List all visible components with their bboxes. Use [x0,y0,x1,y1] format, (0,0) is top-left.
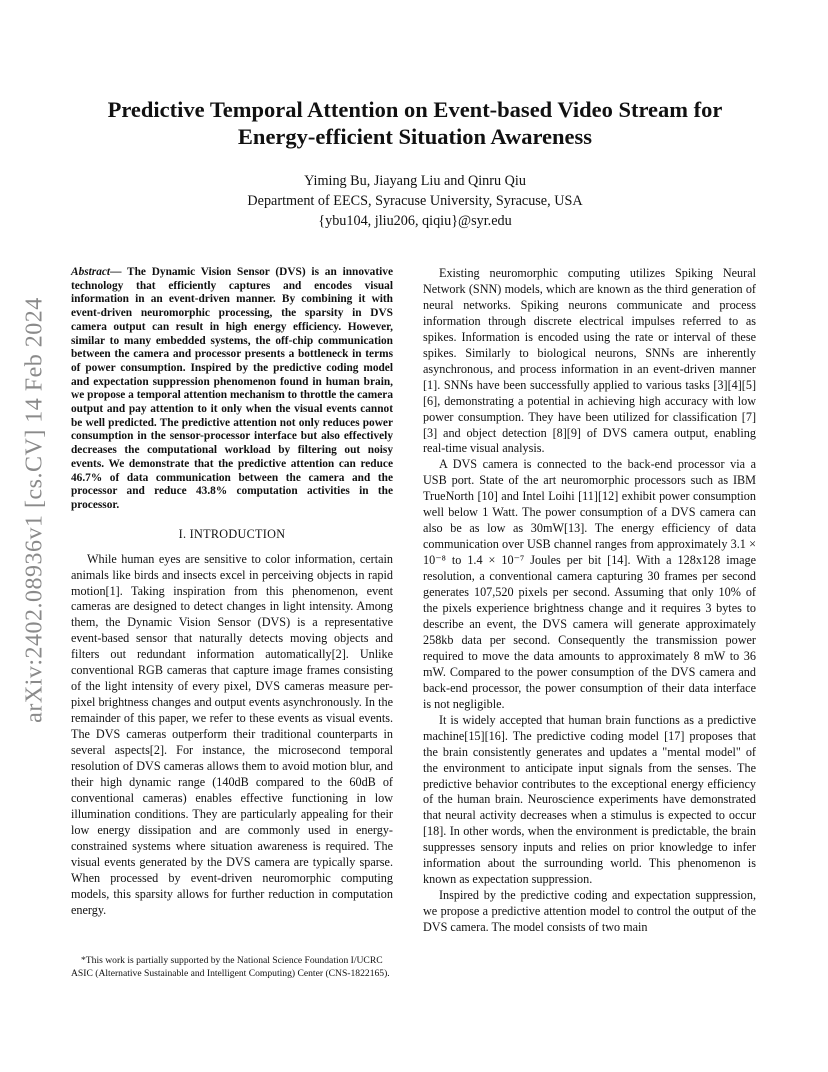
footnote-text: *This work is partially supported by the National Science Foundation I/UCRC ASIC (Alternative Sustainable and Intelligent Computing) Center (CNS-1822165). [71,955,390,979]
left-column [71,266,393,919]
title-line-1: Predictive Temporal Attention on Event-based Video Stream for [107,97,723,122]
paper-title [80,96,750,150]
right-column [423,266,756,936]
author-emails: {ybu104, jliu206, qiqiu}@syr.edu [318,213,512,229]
intro-paragraph-2: Existing neuromorphic computing utilizes Spiking Neural Network (SNN) models, which are known as the third generation of neural networks. Spiking neurons communicate and process information through discrete electrical impulses referred to as spikes. Information is encoded using the rate or interval of these spikes. Similarly to biological neurons, SNNs are inherently asynchronous, and process information in an event-driven manner [1]. SNNs have been successfully applied to various tasks [3][4][5][6], demonstrating a potential in achieving high accuracy with low power consumption. They have been utilized for classification [7][3] and object detection [8][9] of DVS camera output, enabling real-time visual analysis. [423,266,756,456]
intro-paragraph-1: While human eyes are sensitive to color information, certain animals like birds and insects excel in perceiving objects in rapid motion[1]. Taking inspiration from this phenomenon, event cameras are designed to detect changes in light intensity. Among them, the Dynamic Vision Sensor (DVS) is a representative event-based sensor that naturally detects moving objects and filters out redundant information automatically[2]. Unlike conventional RGB cameras that capture image frames consisting of the light intensity of every pixel, DVS cameras measure per-pixel brightness changes and output events asynchronously. In the remainder of this paper, we refer to these events as visual events. The DVS cameras outperform their traditional counterparts in several aspects[2]. For instance, the microsecond temporal resolution of DVS cameras allows them to avoid motion blur, and their high dynamic range (140dB compared to the 60dB of conventional cameras) enables effective functioning in low illumination conditions. They are particularly appealing for their low energy dissipation and are commonly used in energy-constrained systems where situation awareness is required. The visual events generated by the DVS camera are typically sparse. When processed by event-driven neuromorphic computing models, this sparsity allows for further reduction in computation energy. [71,551,393,917]
intro-paragraph-3: A DVS camera is connected to the back-end processor via a USB port. State of the art neuromorphic processors such as IBM TrueNorth [10] and Intel Loihi [11][12] exhibit power consumption well below 1 Watt. The power consumption of a DVS camera can also be as low as 30mW[13]. The energy efficiency of data communication over USB channel ranges from approximately 3.1 × 10⁻⁸ to 1.4 × 10⁻⁷ Joules per bit [14]. With a 128x128 image resolution, a conventional camera capturing 30 frames per second generates 107,520 pixels per second. Assuming that only 10% of the pixels experience brightness change and it requires 3 bytes to describe an event, the DVS camera will generate approximately 258kb data per second. Consequently the transmission power required to move the data amounts to approximately 8 mW to 36 mW. Compared to the power consumption of the DVS camera and back-end processor, the power consumption of their data interface is not negligible. [423,457,756,711]
author-names: Yiming Bu, Jiayang Liu and Qinru Qiu [304,173,526,189]
abstract [71,266,393,513]
title-line-2: Energy-efficient Situation Awareness [237,124,593,149]
abstract-text: — The Dynamic Vision Sensor (DVS) is an innovative technology that efficiently captures and encodes visual information in an event-driven manner. By combining it with event-driven neuromorphic processing, the sparsity in DVS camera output can result in high energy efficiency. However, similar to many embedded systems, the off-chip communication between the camera and processor presents a bottleneck in terms of power consumption. Inspired by the predictive coding model and expectation suppression phenomenon found in human brain, we propose a temporal attention mechanism to throttle the camera output and pay attention to it only when the visual events cannot be well predicted. The predictive attention not only reduces power consumption in the sensor-processor interface but also effectively decreases the computational workload by filtering out noisy events. We demonstrate that the predictive attention can reduce 46.7% of data communication between the camera and the processor and reduce 43.8% computation activities in the processor. [71,266,393,511]
intro-paragraph-5: Inspired by the predictive coding and expectation suppression, we propose a predictive attention model to control the output of the DVS camera. The model consists of two main [423,888,756,935]
abstract-label: Abstract [71,266,111,278]
footnote [71,955,393,980]
intro-paragraph-4: It is widely accepted that human brain functions as a predictive machine[15][16]. The predictive coding model [17] proposes that the brain consistently generates and updates a "mental model" of the environment to anticipate input signals from the senses. The predictive behavior contributes to the exceptional energy efficiency of the human brain. Neuroscience experiments have demonstrated that neural activity decreases when a stimulus is expected to occur [18]. In other words, when the environment is predictable, the brain suppresses sensory inputs and relies on prior knowledge to infer information about the surrounding world. This phenomenon is known as expectation suppression. [423,712,756,887]
arxiv-identifier-text: arXiv:2402.08936v1 [cs.CV] 14 Feb 2024 [21,297,48,723]
author-affiliation: Department of EECS, Syracuse University, Syracuse, USA [247,193,583,209]
arxiv-identifier [18,290,52,730]
section-heading-introduction: I. INTRODUCTION [178,526,286,541]
author-block [80,171,750,231]
